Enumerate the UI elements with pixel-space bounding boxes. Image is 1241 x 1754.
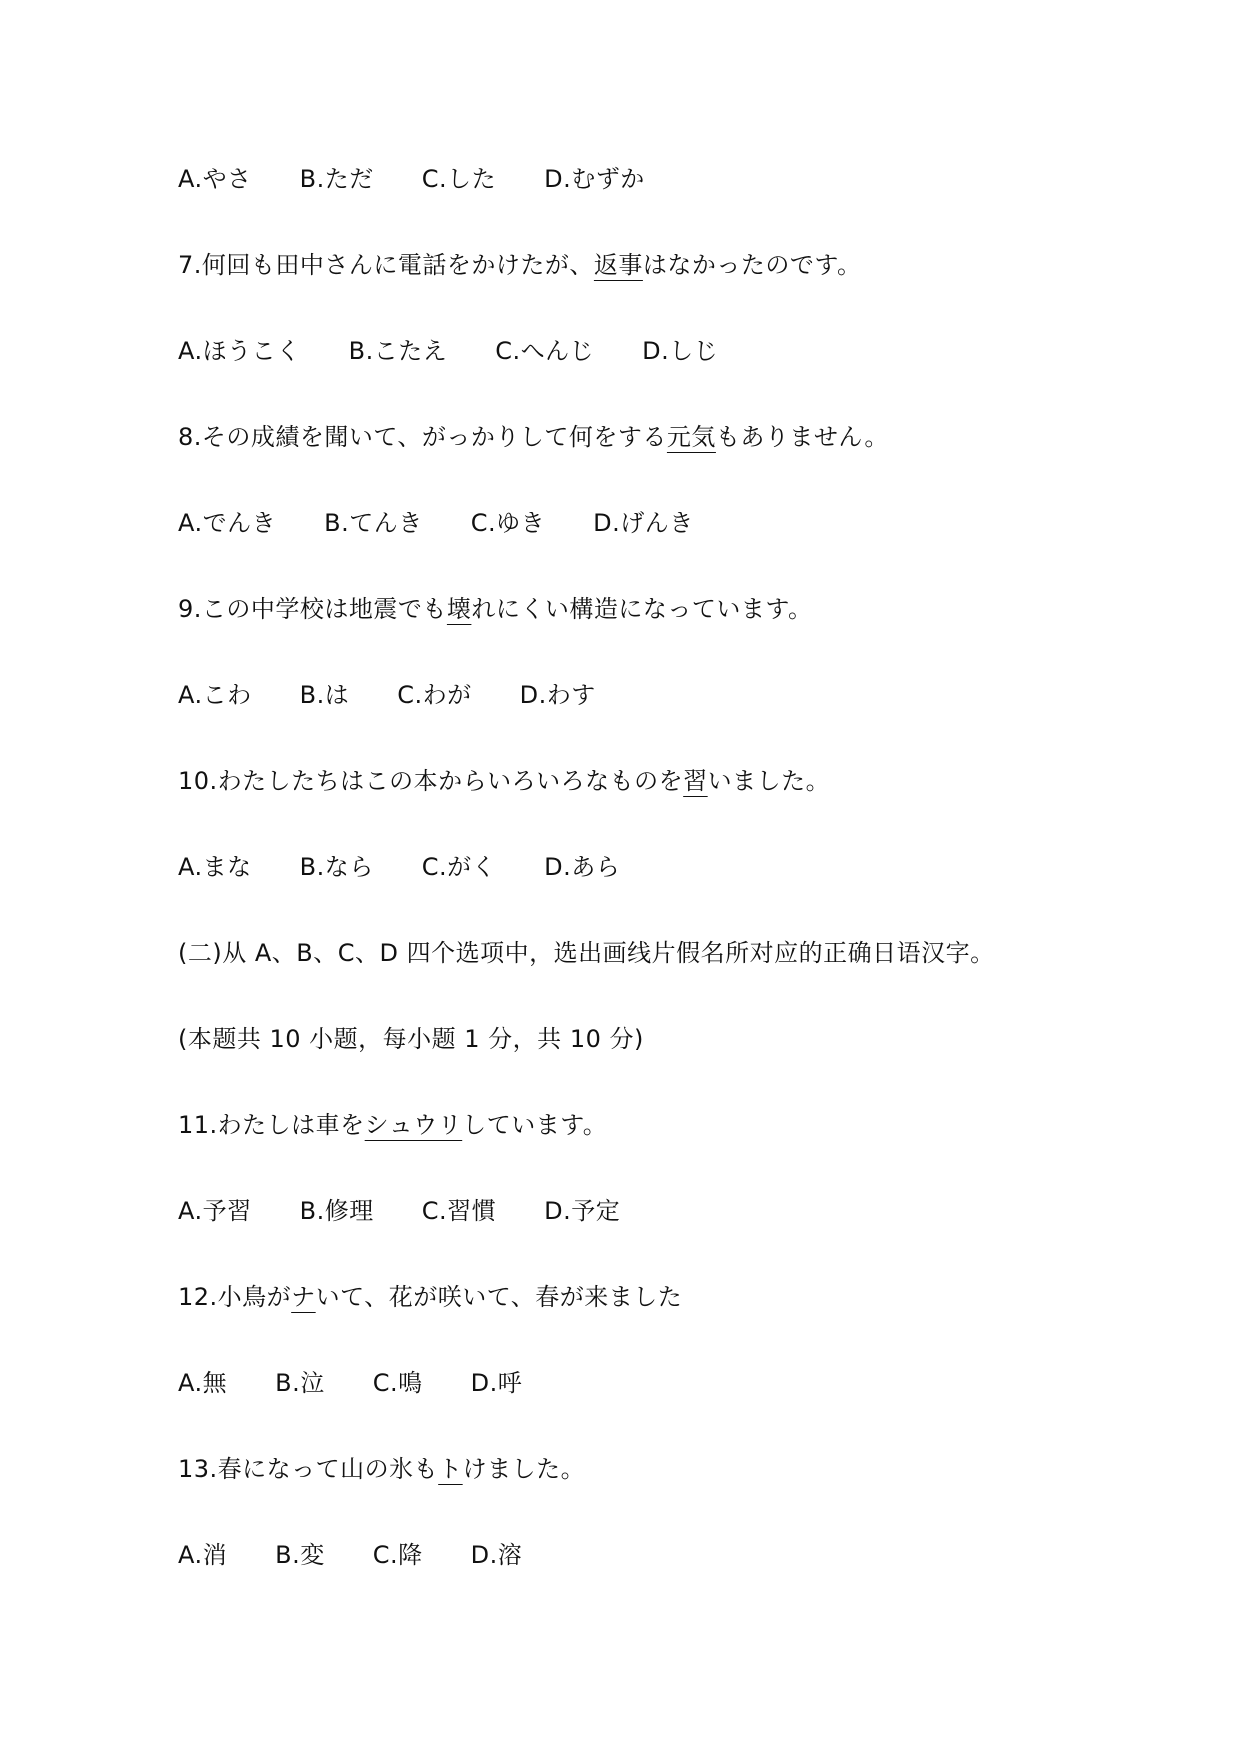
- section-heading: (二)从 A、B、C、D 四个选项中，选出画线片假名所对应的正确日语汉字。: [178, 939, 995, 967]
- q10-before: 10.わたしたちはこの本からいろいろなものを: [178, 767, 684, 795]
- q11-option-b: B.修理: [299, 1197, 374, 1225]
- q8-before: 8.その成績を聞いて、がっかりして何をする: [178, 423, 667, 451]
- q12-option-c: C.鳴: [372, 1369, 423, 1397]
- q7-options: [178, 334, 718, 368]
- q13-options: [178, 1538, 522, 1572]
- q13-option-d: D.溶: [470, 1541, 523, 1569]
- q13-question: [178, 1452, 585, 1486]
- q7-option-c: C.へんじ: [495, 337, 595, 365]
- q8-after: もありません。: [715, 423, 889, 451]
- q11-question: [178, 1108, 607, 1142]
- q9-question: [178, 592, 813, 626]
- q10-option-c: C.がく: [421, 853, 497, 881]
- q13-option-a: A.消: [178, 1541, 228, 1569]
- q9-before: 9.この中学校は地震でも: [178, 595, 447, 623]
- q10-option-d: D.あら: [544, 853, 621, 881]
- q7-option-b: B.こたえ: [348, 337, 448, 365]
- q12-option-d: D.呼: [470, 1369, 523, 1397]
- q12-options: [178, 1366, 522, 1400]
- q13-after: けました。: [462, 1455, 586, 1483]
- q9-target: 壊: [446, 595, 472, 623]
- q13-option-c: C.降: [372, 1541, 423, 1569]
- q11-before: 11.わたしは車を: [178, 1111, 365, 1139]
- q10-question: [178, 764, 830, 798]
- q8-option-b: B.てんき: [324, 509, 423, 537]
- q6-option-d: D.むずか: [544, 165, 645, 193]
- q11-option-d: D.予定: [544, 1197, 621, 1225]
- q9-options: [178, 678, 596, 712]
- q7-option-a: A.ほうこく: [178, 337, 301, 365]
- q12-target: ナ: [291, 1283, 316, 1311]
- q7-after: はなかったのです。: [642, 251, 862, 279]
- q13-before: 13.春になって山の氷も: [178, 1455, 439, 1483]
- q8-option-d: D.げんき: [593, 509, 694, 537]
- q12-after: いて、花が咲いて、春が来ました: [315, 1283, 683, 1311]
- q10-option-b: B.なら: [299, 853, 374, 881]
- q6-option-a: A.やさ: [178, 165, 252, 193]
- section-subheading: (本题共 10 小题，每小题 1 分，共 10 分): [178, 1025, 644, 1053]
- q10-options: [178, 850, 620, 884]
- q10-option-a: A.まな: [178, 853, 252, 881]
- q10-target: 習: [683, 767, 708, 795]
- q8-target: 元気: [666, 423, 716, 451]
- q7-option-d: D.しじ: [642, 337, 719, 365]
- q12-option-a: A.無: [178, 1369, 228, 1397]
- q11-option-c: C.習慣: [421, 1197, 497, 1225]
- q11-after: しています。: [462, 1111, 608, 1139]
- q11-option-a: A.予習: [178, 1197, 252, 1225]
- q6-option-c: C.した: [421, 165, 497, 193]
- q8-question: [178, 420, 889, 454]
- q9-option-d: D.わす: [519, 681, 596, 709]
- q7-before: 7.何回も田中さんに電話をかけたが、: [178, 251, 594, 279]
- q12-option-b: B.泣: [275, 1369, 325, 1397]
- q7-target: 返事: [593, 251, 643, 279]
- q13-option-b: B.変: [275, 1541, 325, 1569]
- q11-options: [178, 1194, 620, 1228]
- q11-target: シュウリ: [364, 1111, 463, 1139]
- q9-option-c: C.わが: [397, 681, 472, 709]
- q12-question: [178, 1280, 682, 1314]
- q13-target: ト: [438, 1455, 463, 1483]
- q8-option-a: A.でんき: [178, 509, 277, 537]
- q6-options: [178, 162, 645, 196]
- q10-after: いました。: [707, 767, 831, 795]
- q8-options: [178, 506, 694, 540]
- q9-after: れにくい構造になっています。: [471, 595, 813, 623]
- q9-option-a: A.こわ: [178, 681, 252, 709]
- q7-question: [178, 248, 862, 282]
- q12-before: 12.小鳥が: [178, 1283, 292, 1311]
- q9-option-b: B.は: [299, 681, 350, 709]
- q6-option-b: B.ただ: [299, 165, 374, 193]
- q8-option-c: C.ゆき: [470, 509, 546, 537]
